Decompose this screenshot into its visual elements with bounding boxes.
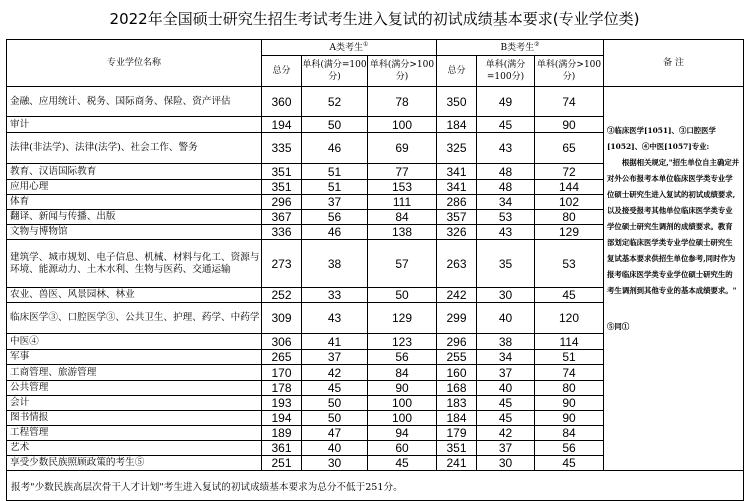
degree-name-cell: 工商管理、旅游管理 [7, 365, 262, 381]
score-cell-b-s100: 43 [477, 133, 535, 164]
score-cell-a-s100: 40 [302, 441, 368, 456]
score-cell-a-s100: 51 [302, 180, 368, 195]
score-cell-a-s100: 52 [302, 87, 368, 117]
score-cell-a-total: 194 [262, 117, 302, 133]
score-cell-b-s100: 42 [477, 426, 535, 441]
score-cell-b-total: 184 [437, 411, 477, 426]
score-cell-a-total: 189 [262, 426, 302, 441]
score-cell-a-total: 170 [262, 365, 302, 381]
score-cell-a-s100: 45 [302, 381, 368, 396]
score-cell-a-s100: 33 [302, 288, 368, 303]
score-cell-a-s100p: 56 [368, 350, 437, 365]
header-group-a: A类考生① [262, 40, 437, 56]
score-cell-b-s100p: 65 [535, 133, 604, 164]
score-cell-b-s100: 49 [477, 87, 535, 117]
header-a-single100: 单科(满分=100分) [302, 56, 368, 87]
score-cell-b-s100: 40 [477, 303, 535, 334]
score-cell-a-s100p: 57 [368, 240, 437, 288]
header-b-single100plus: 单科(满分>100分) [535, 56, 604, 87]
footer-row [7, 471, 744, 501]
score-cell-b-s100: 37 [477, 441, 535, 456]
degree-name-cell: 金融、应用统计、税务、国际商务、保险、资产评估 [7, 87, 262, 117]
score-cell-b-total: 242 [437, 288, 477, 303]
score-cell-b-s100: 45 [477, 411, 535, 426]
degree-name-cell: 图书情报 [7, 411, 262, 426]
header-group-b: B类考生② [437, 40, 604, 56]
score-cell-a-s100: 47 [302, 426, 368, 441]
score-cell-b-total: 168 [437, 381, 477, 396]
header-a-single100plus: 单科(满分>100分) [368, 56, 437, 87]
score-cell-a-s100: 50 [302, 117, 368, 133]
score-cell-a-s100: 50 [302, 411, 368, 426]
degree-name-cell: 应用心理 [7, 180, 262, 195]
score-cell-a-total: 309 [262, 303, 302, 334]
score-cell-b-s100: 34 [477, 350, 535, 365]
score-cell-b-s100p: 56 [535, 441, 604, 456]
degree-name-cell: 中医④ [7, 334, 262, 350]
score-cell-b-s100: 38 [477, 334, 535, 350]
degree-name-cell: 审计 [7, 117, 262, 133]
score-cell-a-total: 251 [262, 456, 302, 471]
score-cell-a-total: 306 [262, 334, 302, 350]
score-cell-b-s100p: 84 [535, 426, 604, 441]
score-cell-b-total: 184 [437, 117, 477, 133]
score-cell-b-s100: 30 [477, 288, 535, 303]
table-row [7, 87, 744, 117]
score-cell-b-s100p: 90 [535, 396, 604, 411]
score-cell-b-s100p: 102 [535, 195, 604, 210]
score-cell-a-s100p: 111 [368, 195, 437, 210]
score-cell-b-s100p: 53 [535, 240, 604, 288]
score-cell-b-s100p: 120 [535, 303, 604, 334]
degree-name-cell: 公共管理 [7, 381, 262, 396]
score-cell-b-s100p: 74 [535, 365, 604, 381]
score-cell-b-s100p: 45 [535, 288, 604, 303]
score-cell-b-s100: 45 [477, 117, 535, 133]
score-cell-a-s100p: 94 [368, 426, 437, 441]
notes-cell [604, 87, 744, 471]
score-cell-a-s100p: 45 [368, 456, 437, 471]
score-cell-b-s100p: 80 [535, 210, 604, 225]
footer-note: 报考"少数民族高层次骨干人才计划"考生进入复试的初试成绩基本要求为总分不低于251分。 [7, 471, 744, 501]
score-cell-b-s100p: 45 [535, 456, 604, 471]
header-b-single100: 单科(满分=100分) [477, 56, 535, 87]
score-cell-a-s100p: 78 [368, 87, 437, 117]
score-cell-b-s100p: 90 [535, 411, 604, 426]
score-cell-a-s100p: 153 [368, 180, 437, 195]
score-cell-a-total: 178 [262, 381, 302, 396]
score-cell-a-s100p: 77 [368, 164, 437, 180]
page-title: 2022年全国硕士研究生招生考试考生进入复试的初试成绩基本要求(专业学位类) [109, 10, 640, 28]
score-cell-b-s100p: 114 [535, 334, 604, 350]
score-cell-b-total: 241 [437, 456, 477, 471]
score-cell-a-s100: 56 [302, 210, 368, 225]
score-cell-b-s100: 53 [477, 210, 535, 225]
score-cell-a-s100p: 50 [368, 288, 437, 303]
score-cell-b-total: 351 [437, 441, 477, 456]
score-cell-b-s100: 35 [477, 240, 535, 288]
score-cell-a-s100: 42 [302, 365, 368, 381]
score-cell-a-total: 367 [262, 210, 302, 225]
degree-name-cell: 建筑学、城市规划、电子信息、机械、材料与化工、资源与环境、能源动力、土木水利、生物与医药、交通运输 [7, 240, 262, 288]
score-cell-b-s100: 40 [477, 381, 535, 396]
score-cell-b-total: 183 [437, 396, 477, 411]
note-paragraph-3: ⑤同① [607, 322, 630, 331]
score-cell-b-total: 326 [437, 225, 477, 240]
score-cell-a-s100: 51 [302, 164, 368, 180]
score-cell-a-s100: 46 [302, 133, 368, 164]
degree-name-cell: 翻译、新闻与传播、出版 [7, 210, 262, 225]
score-cell-a-s100: 37 [302, 350, 368, 365]
score-cell-b-s100: 43 [477, 225, 535, 240]
score-cell-b-s100p: 51 [535, 350, 604, 365]
degree-name-cell: 会计 [7, 396, 262, 411]
score-cell-b-total: 179 [437, 426, 477, 441]
score-cell-b-total: 325 [437, 133, 477, 164]
score-cell-a-total: 335 [262, 133, 302, 164]
score-cell-a-s100: 43 [302, 303, 368, 334]
score-table-container [6, 39, 743, 492]
degree-name-cell: 军事 [7, 350, 262, 365]
score-cell-b-total: 341 [437, 164, 477, 180]
score-cell-a-s100: 41 [302, 334, 368, 350]
score-cell-b-total: 299 [437, 303, 477, 334]
score-cell-b-total: 286 [437, 195, 477, 210]
header-name-col: 专业学位名称 [7, 40, 262, 87]
score-cell-a-total: 296 [262, 195, 302, 210]
score-cell-b-s100: 30 [477, 456, 535, 471]
score-cell-b-total: 160 [437, 365, 477, 381]
score-cell-a-s100p: 100 [368, 117, 437, 133]
score-cell-b-s100: 37 [477, 365, 535, 381]
score-cell-a-s100p: 100 [368, 396, 437, 411]
score-cell-a-s100p: 123 [368, 334, 437, 350]
score-cell-b-s100: 48 [477, 180, 535, 195]
score-cell-b-s100p: 129 [535, 225, 604, 240]
score-cell-a-s100p: 138 [368, 225, 437, 240]
score-cell-a-s100p: 84 [368, 365, 437, 381]
score-cell-a-total: 360 [262, 87, 302, 117]
score-cell-b-s100p: 74 [535, 87, 604, 117]
degree-name-cell: 体育 [7, 195, 262, 210]
degree-name-cell: 农业、兽医、风景园林、林业 [7, 288, 262, 303]
score-cell-a-s100: 37 [302, 195, 368, 210]
score-cell-b-total: 296 [437, 334, 477, 350]
degree-name-cell: 临床医学③、口腔医学③、公共卫生、护理、药学、中药学 [7, 303, 262, 334]
score-cell-b-total: 341 [437, 180, 477, 195]
score-cell-a-s100p: 69 [368, 133, 437, 164]
degree-name-cell: 享受少数民族照顾政策的考生⑤ [7, 456, 262, 471]
score-cell-b-total: 263 [437, 240, 477, 288]
header-notes-col: 备 注 [604, 40, 744, 87]
score-cell-a-total: 361 [262, 441, 302, 456]
score-cell-b-s100: 48 [477, 164, 535, 180]
score-cell-a-total: 336 [262, 225, 302, 240]
score-cell-a-total: 351 [262, 180, 302, 195]
note-paragraph-2: 根据相关规定,"招生单位自主确定并对外公布报考本单位临床医学类专业学位硕士研究生进入复试的初试成绩要求,以及接受报考其他单位临床医学类专业学位硕士研究生调剂的成绩要求。教育部划定临床医学类专业学位硕士研究生复试基本要求供招生单位参考,同时作为报考临床医学类专业学位硕士研究生的考生调剂到其他专业的基本成绩要求。" [607, 158, 740, 295]
score-cell-b-s100p: 144 [535, 180, 604, 195]
score-cell-b-total: 255 [437, 350, 477, 365]
degree-name-cell: 文物与博物馆 [7, 225, 262, 240]
score-cell-a-total: 273 [262, 240, 302, 288]
score-cell-b-s100p: 90 [535, 117, 604, 133]
score-cell-a-s100p: 90 [368, 381, 437, 396]
score-cell-a-total: 193 [262, 396, 302, 411]
score-cell-a-s100: 46 [302, 225, 368, 240]
note-paragraph-1: ③临床医学[1051]、③口腔医学[1052]、④中医[1057]专业: [607, 126, 716, 151]
score-cell-a-s100p: 84 [368, 210, 437, 225]
score-cell-b-s100: 45 [477, 396, 535, 411]
score-cell-a-total: 351 [262, 164, 302, 180]
score-cell-b-total: 350 [437, 87, 477, 117]
score-cell-b-total: 357 [437, 210, 477, 225]
score-cell-b-s100: 34 [477, 195, 535, 210]
score-cell-a-s100p: 129 [368, 303, 437, 334]
score-cell-a-total: 265 [262, 350, 302, 365]
degree-name-cell: 工程管理 [7, 426, 262, 441]
score-cell-a-s100: 50 [302, 396, 368, 411]
score-cell-a-total: 252 [262, 288, 302, 303]
degree-name-cell: 法律(非法学)、法律(法学)、社会工作、警务 [7, 133, 262, 164]
score-cell-a-total: 194 [262, 411, 302, 426]
degree-name-cell: 教育、汉语国际教育 [7, 164, 262, 180]
header-a-total: 总分 [262, 56, 302, 87]
degree-name-cell: 艺术 [7, 441, 262, 456]
score-cell-b-s100p: 80 [535, 381, 604, 396]
header-b-total: 总分 [437, 56, 477, 87]
score-cell-b-s100p: 72 [535, 164, 604, 180]
score-cell-a-s100: 30 [302, 456, 368, 471]
score-cell-a-s100: 38 [302, 240, 368, 288]
score-table [6, 39, 744, 501]
score-cell-a-s100p: 60 [368, 441, 437, 456]
score-cell-a-s100p: 100 [368, 411, 437, 426]
